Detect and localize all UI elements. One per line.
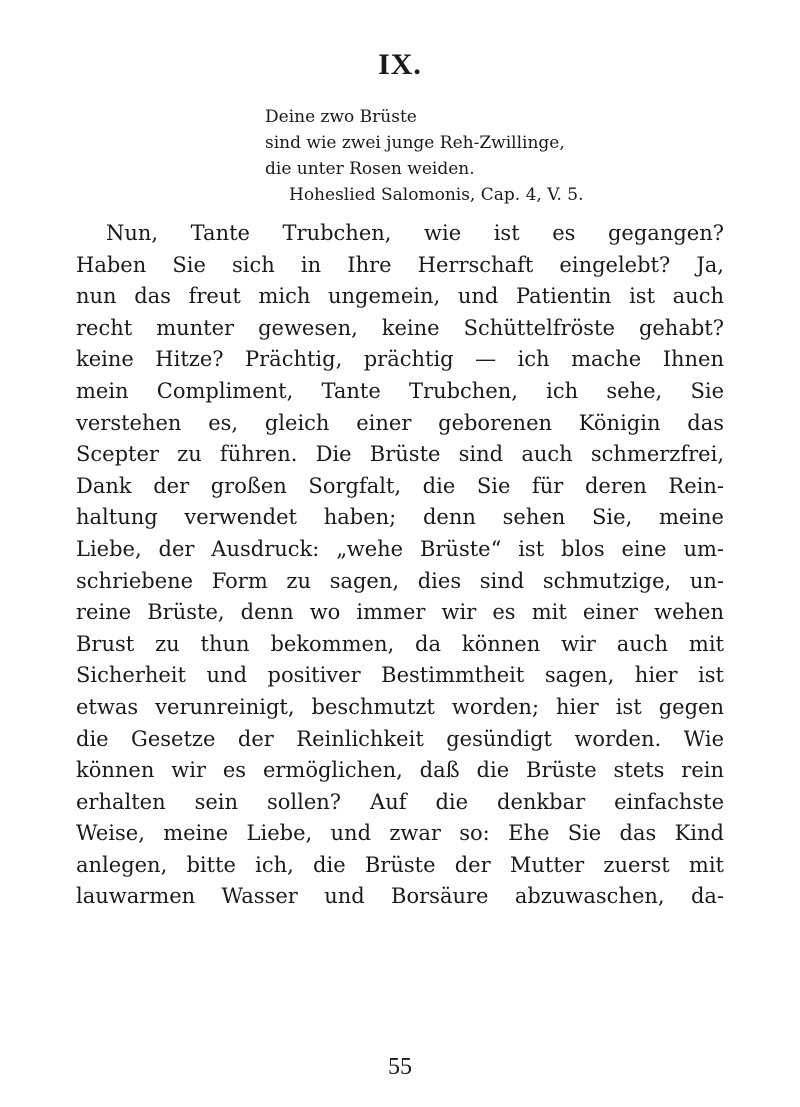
text-line: reine Brüste, denn wo immer wir es mit einer wehen [76, 600, 724, 625]
text-line: recht munter gewesen, keine Schüttelfröste gehabt? [76, 315, 724, 340]
text-line: lauwarmen Wasser und Borsäure abzuwaschen, da- [76, 884, 724, 909]
page-number: 55 [388, 1054, 412, 1080]
text-line: Sicherheit und positiver Bestimmtheit sagen, hier ist [76, 663, 724, 688]
epigraph-line: Deine zwo Brüste [265, 107, 417, 127]
text-line: die Gesetze der Reinlichkeit gesündigt worden. Wie [76, 726, 724, 751]
text-line: Liebe, der Ausdruck: „wehe Brüste“ ist blos eine um- [76, 536, 724, 561]
text-line: Scepter zu führen. Die Brüste sind auch schmerzfrei, [76, 442, 724, 467]
text-line: Brust zu thun bekommen, da können wir auch mit [76, 631, 724, 656]
text-line: keine Hitze? Prächtig, prächtig — ich mache Ihnen [76, 347, 724, 372]
body-text [76, 218, 724, 913]
epigraph-source: Hoheslied Salomonis, Cap. 4, V. 5. [289, 185, 584, 205]
text-line: schriebene Form zu sagen, dies sind schmutzige, un- [76, 568, 724, 593]
text-line: Nun, Tante Trubchen, wie ist es gegangen? [106, 221, 724, 245]
text-line: anlegen, bitte ich, die Brüste der Mutter zuerst mit [76, 852, 724, 877]
text-line: nun das freut mich ungemein, und Patientin ist auch [76, 284, 724, 309]
text-line: Haben Sie sich in Ihre Herrschaft eingelebt? Ja, [76, 252, 724, 277]
text-line: Weise, meine Liebe, und zwar so: Ehe Sie das Kind [76, 821, 724, 846]
chapter-number: IX. [378, 48, 422, 81]
text-line: verstehen es, gleich einer geborenen Königin das [76, 410, 724, 435]
text-line: haltung verwendet haben; denn sehen Sie, meine [76, 505, 724, 530]
text-line: mein Compliment, Tante Trubchen, ich sehe, Sie [76, 378, 724, 403]
text-line: können wir es ermöglichen, daß die Brüste stets rein [76, 758, 724, 783]
text-line: erhalten sein sollen? Auf die denkbar einfachste [76, 789, 724, 814]
epigraph [265, 104, 765, 208]
epigraph-line: die unter Rosen weiden. [265, 159, 475, 179]
epigraph-line: sind wie zwei junge Reh-Zwillinge, [265, 133, 565, 153]
text-line: etwas verunreinigt, beschmutzt worden; hier ist gegen [76, 694, 724, 719]
text-line: Dank der großen Sorgfalt, die Sie für deren Rein- [76, 473, 724, 498]
